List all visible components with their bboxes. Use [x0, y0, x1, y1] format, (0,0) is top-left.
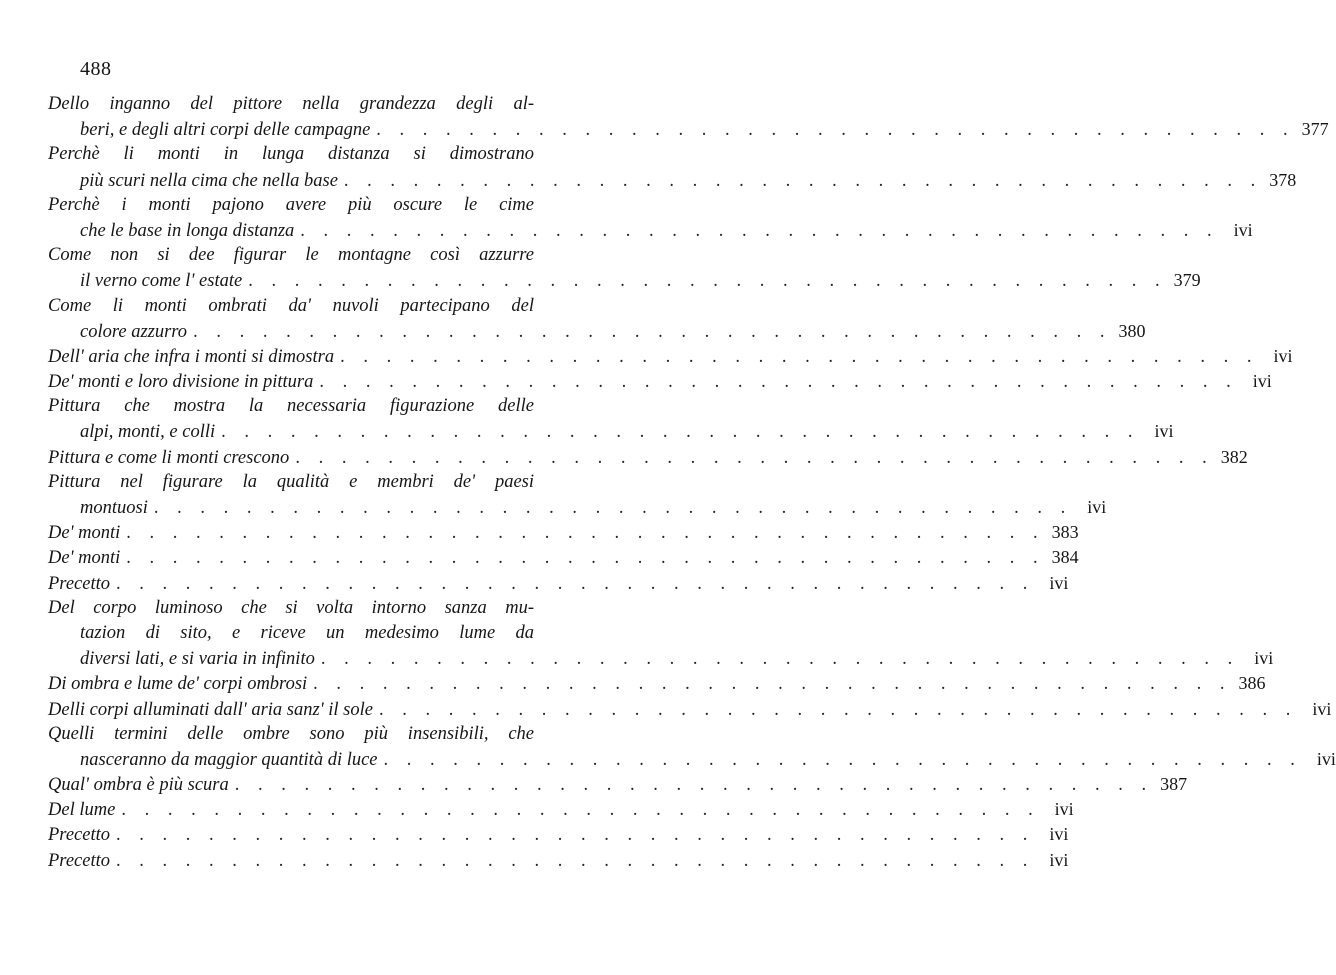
toc-entry-last-line	[48, 646, 1274, 671]
table-of-contents	[48, 92, 1336, 873]
toc-entry-title: che le base in longa distanza	[80, 220, 295, 241]
toc-entry-last-line	[48, 344, 1293, 369]
toc-entry	[48, 797, 1074, 822]
dot-leader: . . . . . . . . . . . . . . . . . . . . . . . . . . . . . . . . . . . . . . . .	[320, 649, 1240, 670]
toc-entry-last-line	[48, 117, 1329, 142]
dot-leader: . . . . . . . . . . . . . . . . . . . . . . . . . . . . . . . . . . . . . . . .	[115, 850, 1035, 871]
dot-leader: . . . . . . . . . . . . . . . . . . . . . . . . . . . . . . . . . . . . . . . .	[126, 548, 1045, 569]
dot-leader: . . . . . . . . . . . . . . . . . . . . . . . . . . . . . . . . . . . . . . . .	[115, 573, 1035, 594]
toc-entry-title: Precetto	[48, 573, 110, 594]
toc-entry-title: Qual' ombra è più scura	[48, 775, 229, 796]
toc-entry-page: 384	[1051, 547, 1079, 568]
toc-entry	[48, 344, 1293, 369]
toc-entry-title: Di ombra e lume de' corpi ombrosi	[48, 674, 308, 695]
dot-leader: . . . . . . . . . . . . . . . . . . . . . . . . . . . . . . . . . . . . . . . .	[376, 120, 1295, 141]
toc-entry	[48, 520, 1079, 545]
toc-entry-page: 386	[1238, 673, 1266, 694]
toc-entry-last-line	[48, 268, 1201, 293]
dot-leader: . . . . . . . . . . . . . . . . . . . . . . . . . . . . . . . . . . . . . . . .	[193, 321, 1112, 342]
dot-leader: . . . . . . . . . . . . . . . . . . . . . . . . . . . . . . . . . . . . . . . .	[300, 220, 1219, 241]
toc-entry-title: colore azzurro	[80, 321, 188, 342]
toc-entry-last-line	[48, 545, 1079, 570]
toc-entry-page: 383	[1051, 522, 1079, 543]
toc-entry-title: più scuri nella cima che nella base	[80, 170, 338, 191]
toc-entry-last-line	[48, 319, 1146, 344]
toc-entry	[48, 193, 1253, 243]
toc-entry-last-line	[48, 822, 1069, 847]
toc-entry-page: ivi	[1154, 421, 1174, 442]
toc-entry-title: tazion di sito, e riceve un medesimo lume da	[80, 622, 534, 643]
dot-leader: . . . . . . . . . . . . . . . . . . . . . . . . . . . . . . . . . . . . . . . .	[295, 447, 1214, 468]
toc-entry-page: 382	[1220, 446, 1248, 467]
dot-leader: . . . . . . . . . . . . . . . . . . . . . . . . . . . . . . . . . . . . . . . .	[340, 346, 1259, 367]
toc-entry-title: Precetto	[48, 850, 110, 871]
toc-entry	[48, 697, 1332, 722]
toc-entry-page: 387	[1160, 774, 1188, 795]
toc-entry-title: Perchè li monti in lunga distanza si dimostrano	[48, 144, 534, 165]
toc-entry	[48, 671, 1266, 696]
toc-entry-page: ivi	[1049, 849, 1069, 870]
toc-entry	[48, 848, 1069, 873]
toc-entry-title: Come non si dee figurar le montagne così azzurre	[48, 245, 534, 266]
toc-entry-page: ivi	[1054, 799, 1074, 820]
toc-entry-page: ivi	[1254, 648, 1274, 669]
dot-leader: . . . . . . . . . . . . . . . . . . . . . . . . . . . . . . . . . . . . . . . .	[313, 674, 1232, 695]
toc-entry	[48, 92, 1329, 142]
toc-entry-last-line	[48, 520, 1079, 545]
toc-entry-last-line	[48, 495, 1107, 520]
toc-entry-last-line	[48, 168, 1297, 193]
toc-entry-page: 378	[1269, 169, 1297, 190]
dot-leader: . . . . . . . . . . . . . . . . . . . . . . . . . . . . . . . . . . . . . . . .	[248, 271, 1167, 292]
toc-entry-title: Del lume	[48, 800, 116, 821]
toc-entry-last-line	[48, 848, 1069, 873]
toc-entry	[48, 369, 1272, 394]
dot-leader: . . . . . . . . . . . . . . . . . . . . . . . . . . . . . . . . . . . . . . . .	[115, 825, 1035, 846]
toc-entry-last-line	[48, 697, 1332, 722]
toc-entry-title: Dell' aria che infra i monti si dimostra	[48, 346, 335, 367]
toc-entry-title: Come li monti ombrati da' nuvoli partecipano del	[48, 295, 534, 316]
dot-leader: . . . . . . . . . . . . . . . . . . . . . . . . . . . . . . . . . . . . . . . .	[343, 170, 1263, 191]
dot-leader: . . . . . . . . . . . . . . . . . . . . . . . . . . . . . . . . . . . . . . . .	[379, 699, 1298, 720]
toc-entry-last-line	[48, 671, 1266, 696]
toc-entry	[48, 722, 1336, 772]
toc-entry-title: nasceranno da maggior quantità di luce	[80, 749, 378, 770]
toc-entry	[48, 470, 1107, 520]
toc-entry-last-line	[48, 772, 1188, 797]
toc-entry-title: beri, e degli altri corpi delle campagne	[80, 120, 371, 141]
toc-entry	[48, 596, 1274, 672]
dot-leader: . . . . . . . . . . . . . . . . . . . . . . . . . . . . . . . . . . . . . . . .	[121, 800, 1040, 821]
toc-entry-last-line	[48, 445, 1248, 470]
toc-entry-page: ivi	[1312, 698, 1332, 719]
toc-entry-title: il verno come l' estate	[80, 271, 243, 292]
toc-entry-last-line	[48, 747, 1336, 772]
dot-leader: . . . . . . . . . . . . . . . . . . . . . . . . . . . . . . . . . . . . . . . .	[383, 749, 1302, 770]
toc-entry-title: Pittura e come li monti crescono	[48, 447, 290, 468]
toc-entry-page: ivi	[1316, 748, 1336, 769]
toc-entry-title: Del corpo luminoso che si volta intorno sanza mu-	[48, 597, 534, 618]
toc-entry-title: Perchè i monti pajono avere più oscure le cime	[48, 194, 534, 215]
toc-entry-title: De' monti e loro divisione in pittura	[48, 372, 314, 393]
toc-entry-page: 379	[1173, 270, 1201, 291]
toc-entry-last-line	[48, 571, 1069, 596]
toc-entry	[48, 243, 1201, 293]
toc-entry-last-line	[48, 797, 1074, 822]
page-number: 488	[80, 58, 112, 80]
toc-entry-last-line	[48, 369, 1272, 394]
toc-entry	[48, 294, 1146, 344]
toc-entry-page: 377	[1301, 119, 1329, 140]
toc-entry-title: Pittura che mostra la necessaria figurazione delle	[48, 396, 534, 417]
toc-entry-title: Dello inganno del pittore nella grandezza degli al-	[48, 94, 534, 114]
toc-entry-page: ivi	[1233, 219, 1253, 240]
toc-entry-page: ivi	[1252, 371, 1272, 392]
dot-leader: . . . . . . . . . . . . . . . . . . . . . . . . . . . . . . . . . . . . . . . .	[319, 372, 1238, 393]
toc-entry-page: ivi	[1049, 572, 1069, 593]
toc-entry	[48, 772, 1188, 797]
toc-entry	[48, 445, 1248, 470]
toc-entry-title: Quelli termini delle ombre sono più insensibili, che	[48, 723, 534, 744]
toc-entry	[48, 571, 1069, 596]
toc-entry-page: ivi	[1087, 497, 1107, 517]
toc-entry	[48, 142, 1297, 192]
toc-entry	[48, 822, 1069, 847]
toc-entry-page: ivi	[1049, 824, 1069, 845]
toc-entry-page: 380	[1118, 320, 1146, 341]
toc-entry-title: De' monti	[48, 523, 121, 544]
toc-entry-title: Pittura nel figurare la qualità e membri de' paesi	[48, 471, 534, 492]
toc-entry-page: ivi	[1273, 345, 1293, 366]
toc-entry	[48, 394, 1174, 444]
toc-entry-last-line	[48, 419, 1174, 444]
dot-leader: . . . . . . . . . . . . . . . . . . . . . . . . . . . . . . . . . . . . . . . .	[153, 498, 1073, 518]
toc-entry-title: diversi lati, e si varia in infinito	[80, 649, 315, 670]
toc-entry-title: alpi, monti, e colli	[80, 422, 216, 443]
toc-entry	[48, 545, 1079, 570]
dot-leader: . . . . . . . . . . . . . . . . . . . . . . . . . . . . . . . . . . . . . . . .	[126, 523, 1045, 544]
toc-entry-title: Precetto	[48, 825, 110, 846]
toc-entry-last-line	[48, 218, 1253, 243]
toc-entry-title: Delli corpi alluminati dall' aria sanz' il sole	[48, 699, 373, 720]
toc-entry-title: montuosi	[80, 498, 148, 518]
dot-leader: . . . . . . . . . . . . . . . . . . . . . . . . . . . . . . . . . . . . . . . .	[221, 422, 1140, 443]
dot-leader: . . . . . . . . . . . . . . . . . . . . . . . . . . . . . . . . . . . . . . . .	[234, 775, 1154, 796]
toc-entry-title: De' monti	[48, 548, 121, 569]
